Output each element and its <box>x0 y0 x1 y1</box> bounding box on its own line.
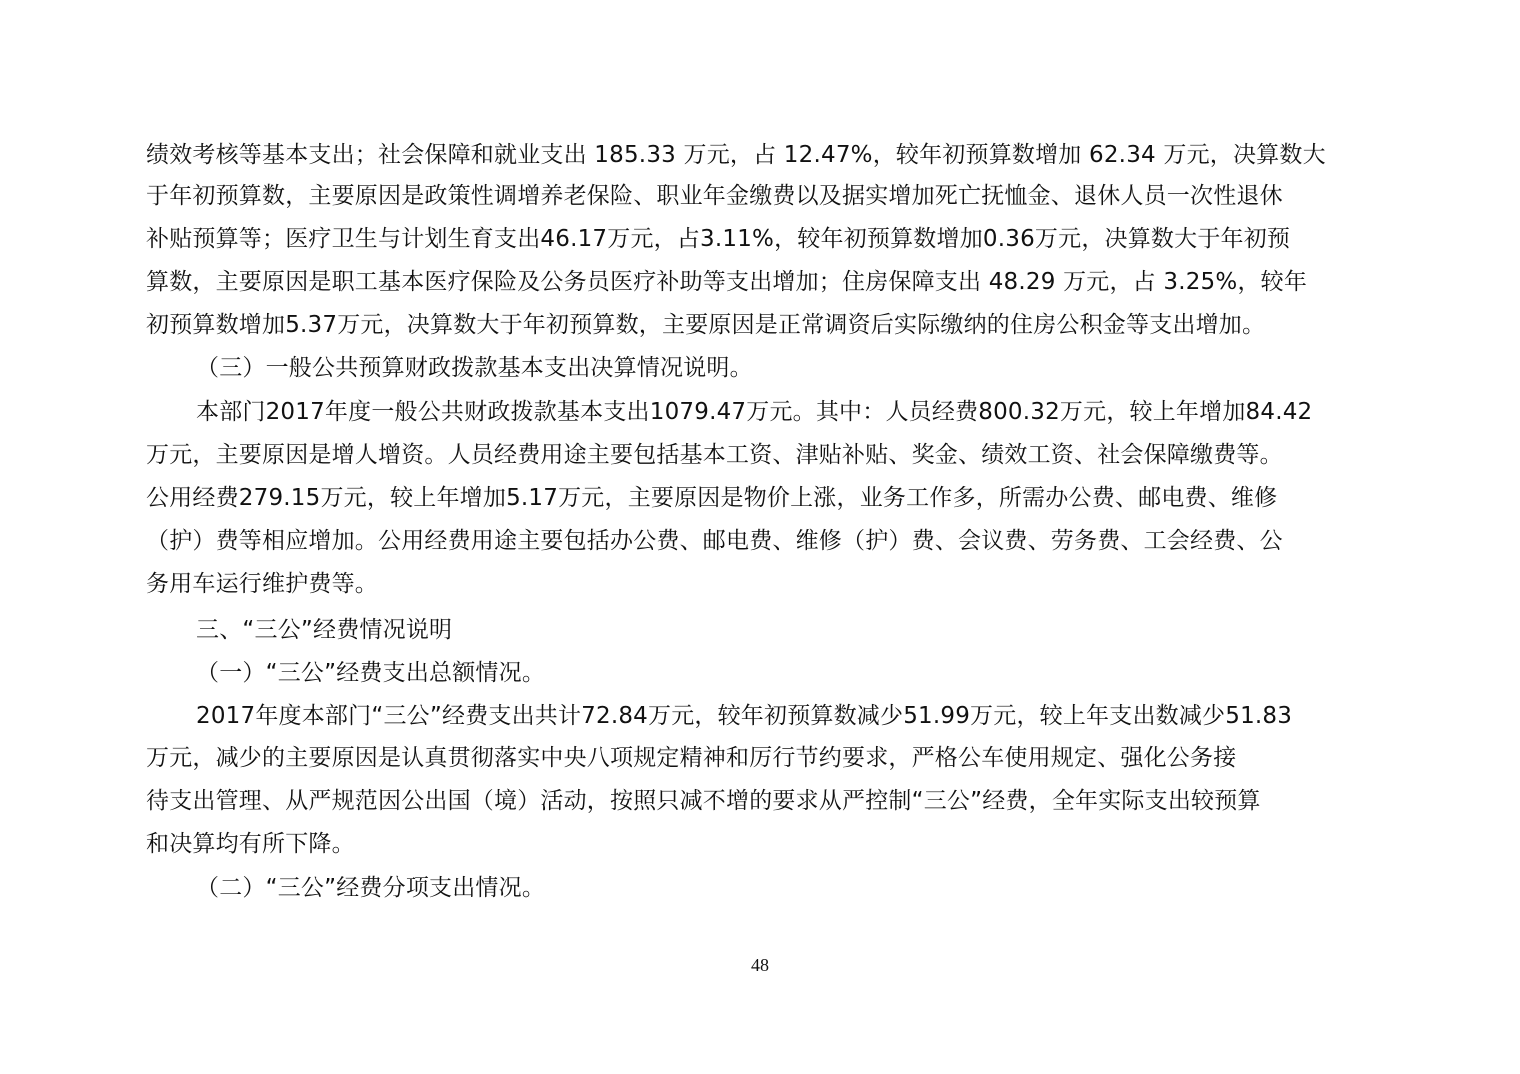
paragraph-line-11: 务用车运行维护费等。 <box>146 571 378 597</box>
paragraph-line-3: 补贴预算等；医疗卫生与计划生育支出46.17万元，占3.11%，较年初预算数增加0.36万元，决算数大于年初预 <box>146 226 1291 252</box>
paragraph-line-10: （护）费等相应增加。公用经费用途主要包括办公费、邮电费、维修（护）费、会议费、劳务费、工会经费、公 <box>146 528 1283 554</box>
paragraph-line-7: 本部门2017年度一般公共财政拨款基本支出1079.47万元。其中：人员经费800.32万元，较上年增加84.42 <box>196 399 1313 425</box>
paragraph-line-14: 2017年度本部门“三公”经费支出共计72.84万元，较年初预算数减少51.99万元，较上年支出数减少51.83 <box>196 703 1293 729</box>
paragraph-line-8: 万元，主要原因是增人增资。人员经费用途主要包括基本工资、津贴补贴、奖金、绩效工资、社会保障缴费等。 <box>146 442 1283 468</box>
paragraph-line-2: 于年初预算数，主要原因是政策性调增养老保险、职业年金缴费以及据实增加死亡抚恤金、退休人员一次性退休 <box>146 183 1283 209</box>
paragraph-line-4: 算数，主要原因是职工基本医疗保险及公务员医疗补助等支出增加；住房保障支出 48.29 万元，占 3.25%，较年 <box>146 269 1308 295</box>
subsection-heading-2: （二）“三公”经费分项支出情况。 <box>196 875 546 901</box>
paragraph-line-17: 和决算均有所下降。 <box>146 831 355 857</box>
section-heading-three-public: 三、“三公”经费情况说明 <box>196 617 453 643</box>
paragraph-line-1: 绩效考核等基本支出；社会保障和就业支出 185.33 万元，占 12.47%，较年初预算数增加 62.34 万元，决算数大 <box>146 142 1326 168</box>
paragraph-line-15: 万元，减少的主要原因是认真贯彻落实中央八项规定精神和厉行节约要求，严格公车使用规定、强化公务接 <box>146 745 1237 771</box>
page-number: 48 <box>751 955 769 975</box>
section-heading-3: （三）一般公共预算财政拨款基本支出决算情况说明。 <box>196 355 753 381</box>
subsection-heading-1: （一）“三公”经费支出总额情况。 <box>196 660 546 686</box>
paragraph-line-9: 公用经费279.15万元，较上年增加5.17万元，主要原因是物价上涨，业务工作多，所需办公费、邮电费、维修 <box>146 485 1278 511</box>
paragraph-line-16: 待支出管理、从严规范因公出国（境）活动，按照只减不增的要求从严控制“三公”经费，全年实际支出较预算 <box>146 788 1261 814</box>
paragraph-line-5: 初预算数增加5.37万元，决算数大于年初预算数，主要原因是正常调资后实际缴纳的住房公积金等支出增加。 <box>146 312 1266 338</box>
